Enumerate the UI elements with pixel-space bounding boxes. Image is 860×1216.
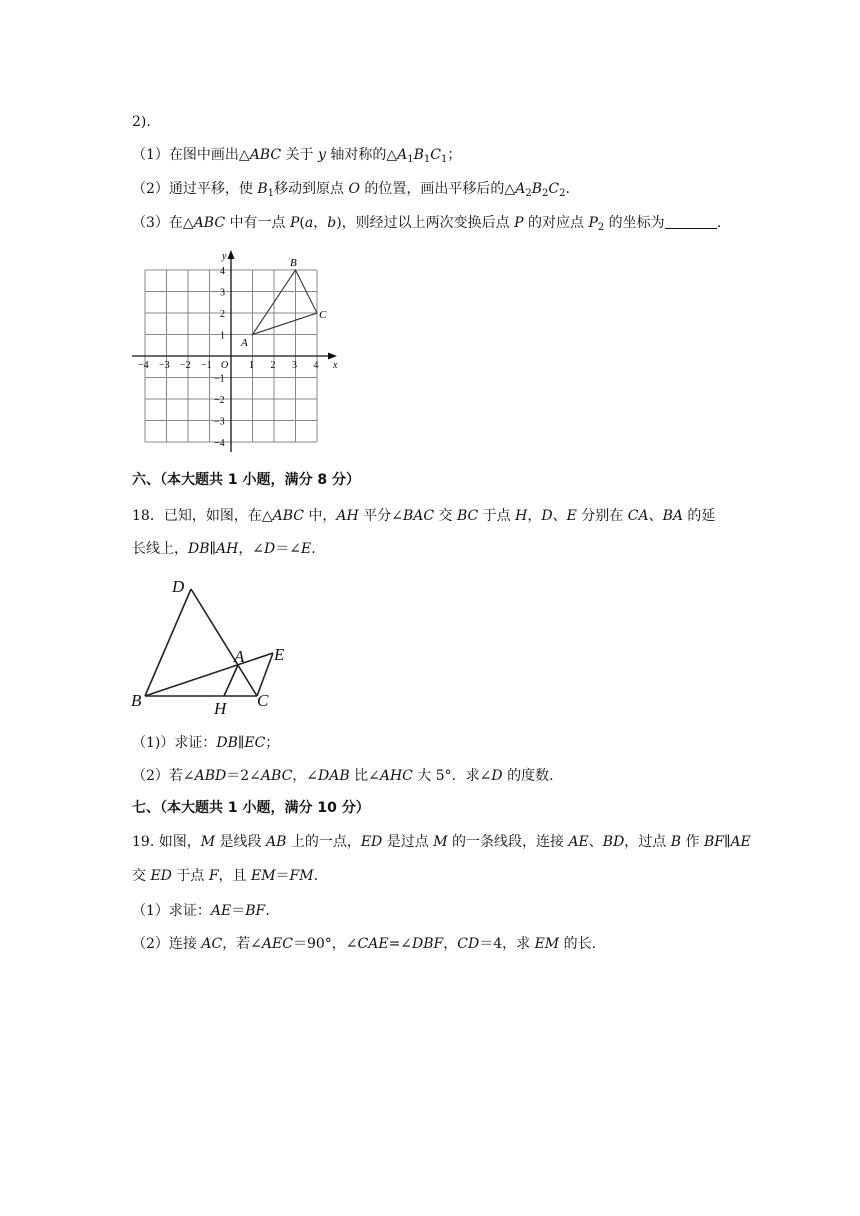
q17-part2: （2）通过平移，使 $B_1$移动到原点 O 的位置，画出平移后的$\triangle A_2B_2C_2$. (132, 181, 570, 199)
segment-db (145, 589, 191, 696)
x-tick: 4 (313, 360, 319, 371)
q17-part1: （1）在图中画出△ABC 关于 y 轴对称的$\triangle A_1B_1C_1$； (132, 147, 462, 165)
q17-tail: 2). (132, 114, 151, 130)
coordinate-grid-figure (130, 250, 345, 455)
section-7-heading: 七、（本大题共 1 小题，满分 10 分） (132, 800, 370, 816)
q19-line1: 19. 如图，M 是线段 AB 上的一点，ED 是过点 M 的一条线段，连接 AE、BD，过点 B 作 BF∥AE (132, 834, 751, 850)
y-tick: −3 (214, 416, 225, 428)
q17-part3: （3）在△ABC 中有一点 P(a，b)，则经过以上两次变换后点 P 的对应点 $P_2$ 的坐标为 . (132, 215, 722, 233)
fig-label-d: D (172, 577, 185, 596)
q19-line2: 交 ED 于点 F，且 EM＝FM. (132, 868, 319, 884)
segment-ec (257, 653, 273, 696)
q19-part1: （1）求证：AE＝BF. (132, 903, 270, 919)
fig-label-e: E (274, 645, 285, 664)
y-tick: 2 (220, 309, 225, 320)
x-axis-arrow (328, 353, 337, 360)
fig-label-a: A (234, 647, 245, 666)
segment-dc (191, 589, 257, 696)
y-tick: −4 (214, 438, 225, 449)
x-tick: −4 (138, 360, 149, 371)
point-label-c: C (319, 309, 327, 321)
x-tick: −3 (159, 360, 170, 371)
q18-part2: （2）若∠ABD＝2∠ABC，∠DAB 比∠AHC 大 5°．求∠D 的度数. (132, 768, 554, 784)
triangle-abc (253, 270, 318, 335)
y-tick: −2 (214, 395, 225, 406)
q19-part2: （2）连接 AC，若∠AEC＝90°，∠CAE=∠DBF，CD＝4，求 EM 的长. (132, 936, 597, 952)
y-tick-labels (214, 266, 225, 449)
fig-label-c: C (257, 691, 269, 710)
x-tick: 3 (292, 360, 297, 371)
x-tick: 1 (249, 360, 254, 371)
fig-label-h: H (214, 699, 227, 718)
x-tick: −1 (201, 360, 212, 371)
q18-line1: 18．已知，如图，在△ABC 中，AH 平分∠BAC 交 BC 于点 H，D、E 分别在 CA、BA 的延 (132, 508, 716, 524)
x-axis-label: x (333, 360, 338, 371)
answer-blank (665, 214, 717, 229)
y-tick: 1 (220, 330, 225, 342)
q18-line2: 长线上，DB∥AH，∠D＝∠E. (132, 541, 316, 557)
point-label-b: B (290, 257, 297, 269)
x-tick: −2 (180, 360, 191, 371)
y-tick: 4 (220, 266, 225, 277)
x-tick-labels (138, 360, 319, 371)
y-tick: 3 (220, 287, 225, 299)
segment-ah (224, 665, 238, 696)
y-tick: −1 (214, 373, 225, 385)
point-label-a: A (241, 337, 248, 349)
y-axis-arrow (228, 250, 235, 259)
q18-part1: （1)）求证：DB∥EC； (132, 735, 280, 751)
q18-triangle-figure (128, 572, 298, 720)
section-6-heading: 六、（本大题共 1 小题，满分 8 分） (132, 472, 360, 488)
origin-label: O (221, 360, 229, 371)
fig-label-b: B (131, 691, 142, 710)
y-axis-label: y (222, 251, 227, 262)
x-tick: 2 (270, 360, 276, 371)
